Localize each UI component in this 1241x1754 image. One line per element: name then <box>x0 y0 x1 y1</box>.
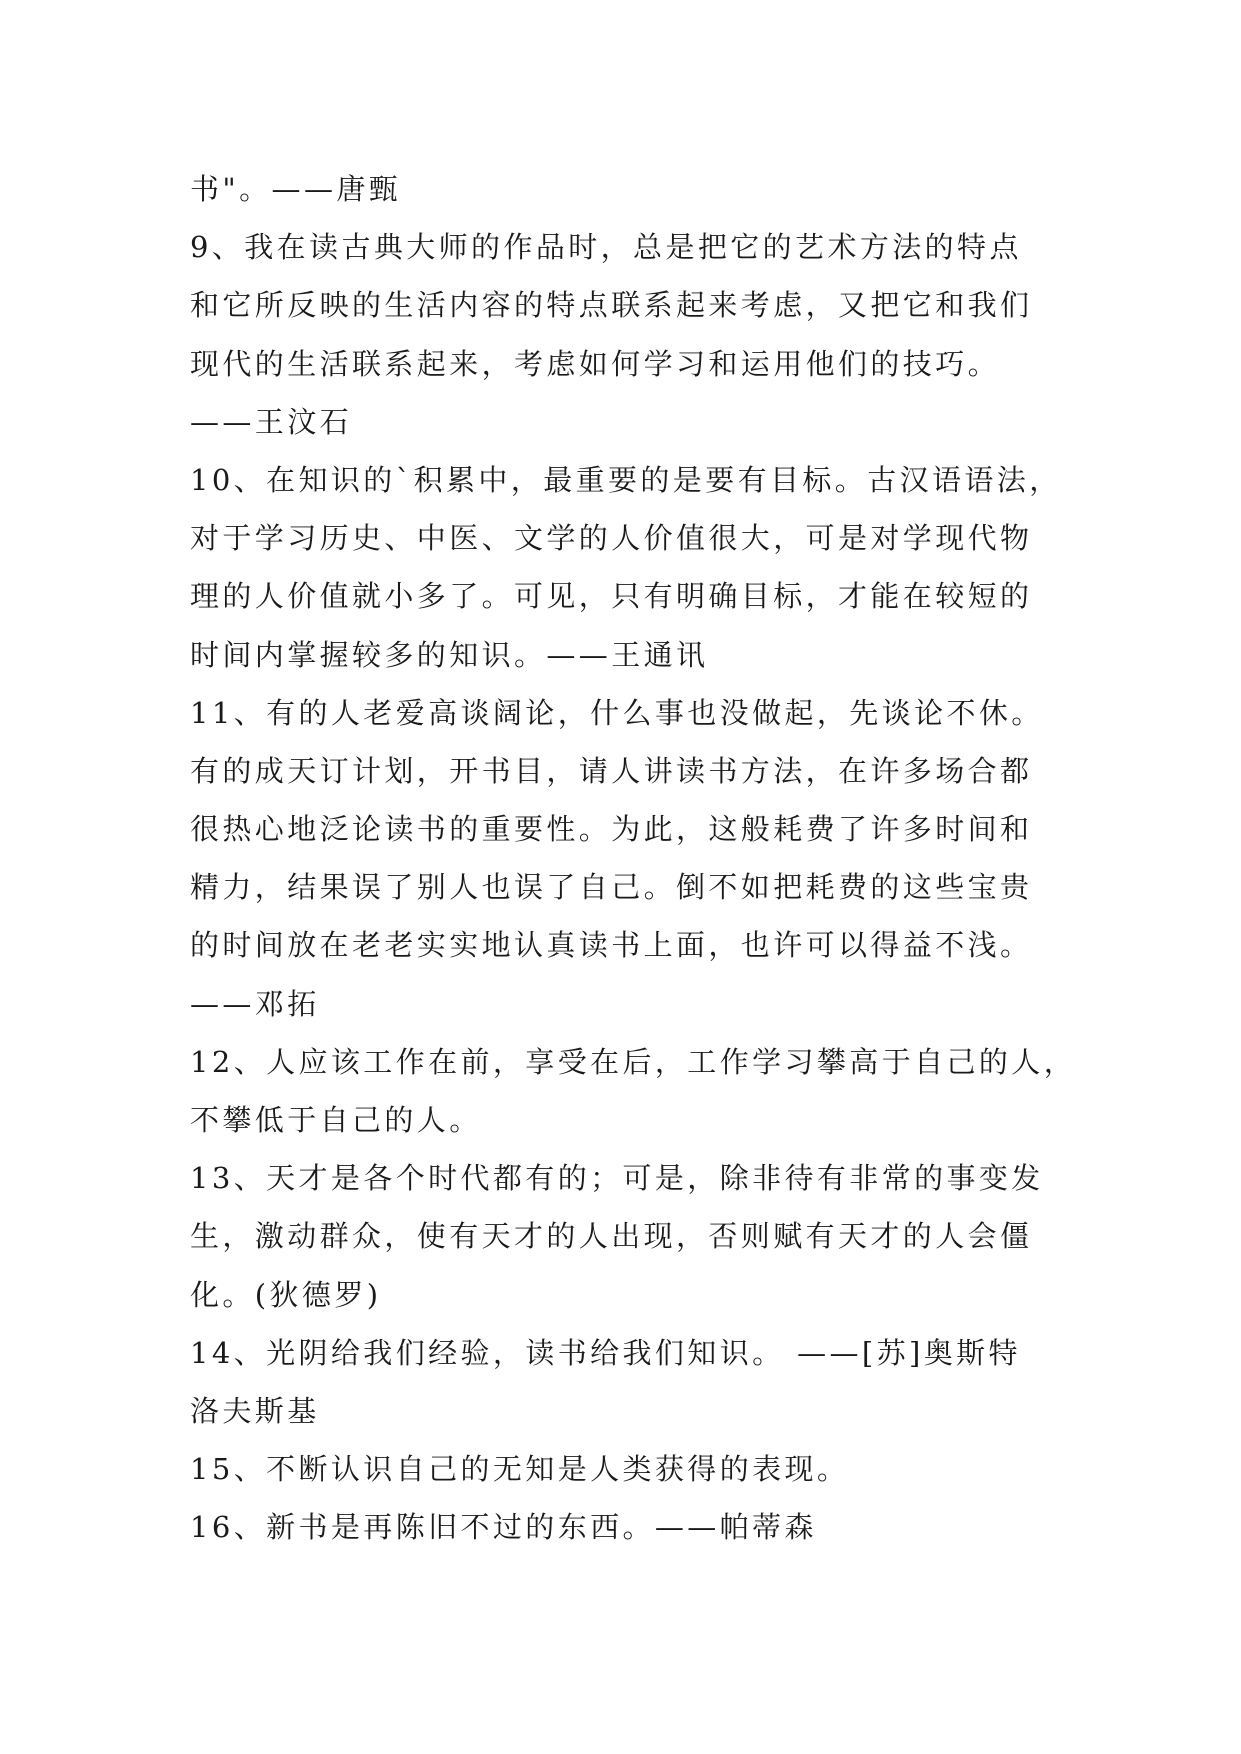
text-line: 13、天才是各个时代都有的；可是，除非待有非常的事变发 <box>190 1161 1044 1196</box>
text-line: 10、在知识的`积累中，最重要的是要有目标。古汉语语法， <box>190 462 1062 497</box>
text-line: 16、新书是再陈旧不过的东西。——帕蒂森 <box>190 1510 817 1545</box>
text-line: 12、人应该工作在前，享受在后，工作学习攀高于自己的人， <box>190 1044 1077 1079</box>
text-line: 现代的生活联系起来，考虑如何学习和运用他们的技巧。 <box>190 346 1001 381</box>
text-line: 9、我在读古典大师的作品时，总是把它的艺术方法的特点 <box>190 230 1022 265</box>
text-line: 洛夫斯基 <box>190 1393 320 1428</box>
text-line: 15、不断认识自己的无知是人类获得的表现。 <box>190 1452 850 1487</box>
text-line: ——邓拓 <box>190 986 320 1021</box>
text-line: 很热心地泛论读书的重要性。为此，这般耗费了许多时间和 <box>190 812 1033 847</box>
text-line: ——王汶石 <box>190 404 353 439</box>
text-line: 化。(狄德罗) <box>190 1277 382 1312</box>
text-line: 和它所反映的生活内容的特点联系起来考虑，又把它和我们 <box>190 288 1033 323</box>
text-line: 时间内掌握较多的知识。——王通讯 <box>190 637 709 672</box>
body-text <box>190 160 1077 1557</box>
text-line: 理的人价值就小多了。可见，只有明确目标，才能在较短的 <box>190 579 1033 614</box>
text-line: 11、有的人老爱高谈阔论，什么事也没做起，先谈论不休。 <box>190 695 1044 730</box>
text-line: 14、光阴给我们经验，读书给我们知识。 ——[苏]奥斯特 <box>190 1335 1021 1370</box>
text-line: 对于学习历史、中医、文学的人价值很大，可是对学现代物 <box>190 521 1033 556</box>
text-line: 的时间放在老老实实地认真读书上面，也许可以得益不浅。 <box>190 928 1033 963</box>
text-line: 书"。——唐甄 <box>190 172 402 206</box>
text-line: 精力，结果误了别人也误了自己。倒不如把耗费的这些宝贵 <box>190 870 1033 905</box>
text-line: 有的成天订计划，开书目，请人讲读书方法，在许多场合都 <box>190 753 1033 788</box>
text-line: 不攀低于自己的人。 <box>190 1103 482 1137</box>
text-line: 生，激动群众，使有天才的人出现，否则赋有天才的人会僵 <box>190 1219 1033 1254</box>
